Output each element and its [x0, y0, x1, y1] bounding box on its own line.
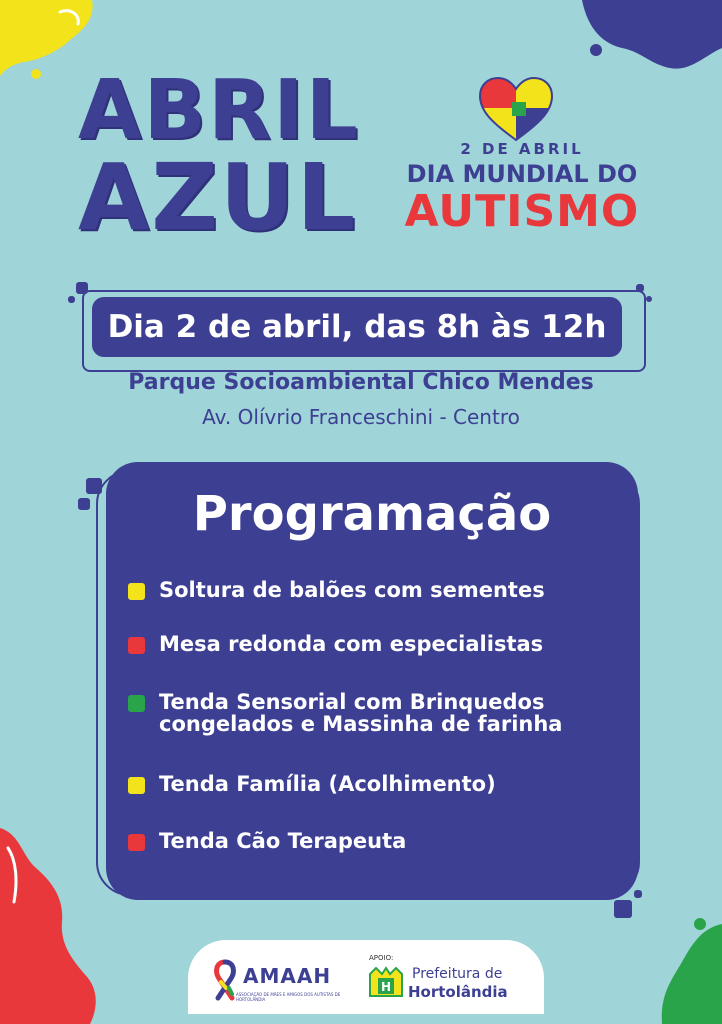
program-item — [128, 830, 628, 852]
puzzle-heart-icon — [478, 76, 554, 142]
amaah-subtitle: ASSOCIAÇÃO DE MÃES E AMIGOS DOS AUTISTAS DE HORTOLÂNDIA — [236, 992, 341, 1002]
title-abril: ABRIL — [78, 63, 360, 158]
red-bullet-icon — [128, 637, 145, 654]
event-date-small: 2 DE ABRIL — [460, 140, 584, 158]
event-name-line1: DIA MUNDIAL DO — [406, 160, 638, 188]
decor-square — [646, 296, 652, 302]
yellow-bullet-icon — [128, 583, 145, 600]
program-item — [128, 773, 628, 795]
red-blob-bottom-left — [0, 828, 110, 1024]
hortolandia-crest-icon — [368, 966, 404, 1000]
support-label: APOIO: — [369, 954, 394, 962]
program-item-text — [159, 691, 562, 735]
city-hall-line1: Prefeitura de — [412, 966, 503, 982]
date-box — [92, 297, 622, 357]
program-item-line: congelados e Massinha de farinha — [159, 712, 563, 736]
decor-square — [68, 296, 75, 303]
location-address: Av. Olívrio Franceschini - Centro — [202, 405, 520, 429]
program-title: Programação — [192, 486, 552, 542]
city-hall-line2: Hortolândia — [408, 983, 508, 1001]
svg-text:H: H — [380, 980, 392, 994]
decor-square — [78, 498, 90, 510]
program-item-line: Tenda Sensorial com Brinquedos — [159, 690, 545, 714]
yellow-bullet-icon — [128, 777, 145, 794]
date-time-text: Dia 2 de abril, das 8h às 12h — [107, 309, 607, 345]
decor-square — [634, 890, 642, 898]
program-item — [128, 691, 628, 735]
green-bullet-icon — [128, 695, 145, 712]
program-item-text: Mesa redonda com especialistas — [159, 632, 544, 656]
location-name: Parque Socioambiental Chico Mendes — [128, 370, 594, 395]
red-bullet-icon — [128, 834, 145, 851]
program-item-text: Tenda Cão Terapeuta — [159, 829, 407, 853]
event-name-line2: AUTISMO — [404, 186, 640, 237]
program-item-text: Soltura de balões com sementes — [159, 578, 545, 602]
program-item — [128, 579, 628, 601]
green-blob-bottom-right — [648, 910, 722, 1024]
decor-square — [614, 900, 632, 918]
navy-blob-top-right — [572, 0, 722, 90]
amaah-name: AMAAH — [243, 964, 332, 988]
program-item-text: Tenda Família (Acolhimento) — [159, 772, 496, 796]
program-item — [128, 633, 628, 655]
title-azul: AZUL — [78, 144, 358, 251]
